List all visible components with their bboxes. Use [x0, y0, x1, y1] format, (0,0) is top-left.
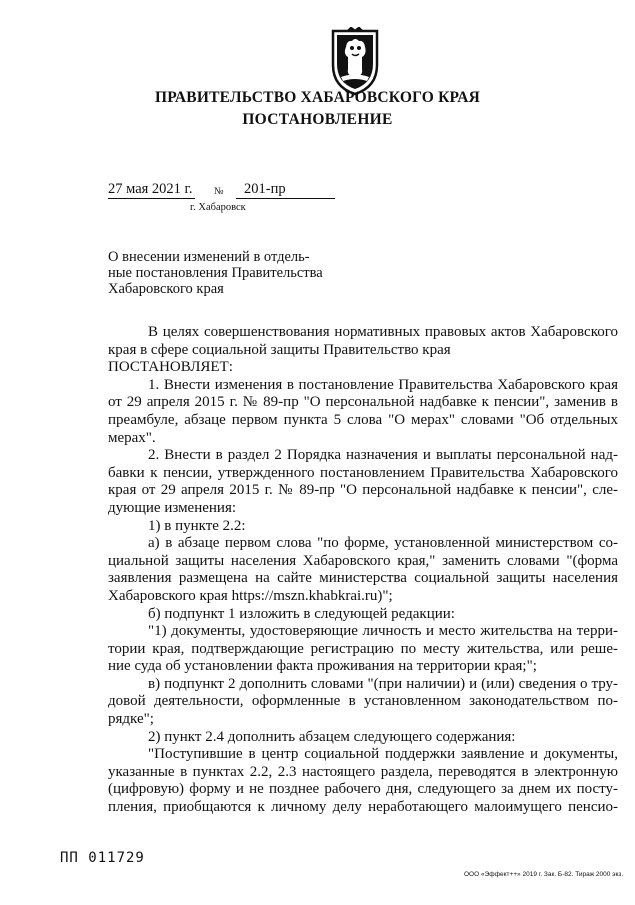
- body-line: ние суда об установлении факта проживания на территории края;";: [108, 658, 537, 675]
- serial-number: ПП 011729: [60, 850, 145, 866]
- document-body: [108, 324, 618, 817]
- body-line: бавки к пенсии, утвержденного постановлением Правительства Хабаровского: [108, 464, 618, 481]
- number-sign: №: [214, 186, 224, 197]
- body-line: заявления размещена на сайте министерства социальной защиты населения: [108, 570, 618, 587]
- organization-title: ПРАВИТЕЛЬСТВО ХАБАРОВСКОГО КРАЯ: [154, 89, 481, 106]
- body-line: а) в абзаце первом слова "по форме, установленной министерством со-: [148, 535, 618, 552]
- subject-line: ные постановления Правительства: [108, 265, 323, 281]
- body-line: рядке";: [108, 711, 154, 728]
- body-line: дующие изменения:: [108, 499, 237, 516]
- document-type: ПОСТАНОВЛЕНИЕ: [242, 111, 393, 128]
- body-line: В целях совершенствования нормативных правовых актов Хабаровского: [148, 324, 618, 340]
- document-city: г. Хабаровск: [190, 202, 246, 213]
- subject-line: Хабаровского края: [108, 281, 224, 297]
- body-line: 2) пункт 2.4 дополнить абзацем следующего содержания:: [148, 728, 516, 745]
- body-line: (цифровую) форму и не позднее рабочего дня, следующего за днем их посту-: [108, 781, 618, 798]
- body-line: края в сфере социальной защиты Правительство края: [108, 341, 451, 358]
- subject-line: О внесении изменений в отдель-: [108, 249, 310, 265]
- document-number: [236, 181, 335, 199]
- body-line: довой деятельности, оформленные в установленном законодательством по-: [108, 693, 618, 710]
- body-line: края от 29 апреля 2015 г. № 89-пр "О персональной надбавке к пенсии", сле-: [108, 482, 618, 499]
- body-line: "Поступившие в центр социальной поддержки заявление и документы,: [148, 746, 618, 763]
- body-line: Хабаровского края https://mszn.khabkrai.ru)";: [108, 587, 393, 604]
- body-line: тории края, подтверждающие регистрацию по месту жительства, или реше-: [108, 640, 618, 657]
- document-number-value: 201-пр: [244, 181, 286, 197]
- document-subject: [108, 249, 348, 297]
- printer-note: ООО «Эффект++» 2019 г. Зак. Б-82. Тираж 2000 экз.: [464, 871, 624, 878]
- body-line: пления, приобщаются к личному делу неработающего малоимущего пенсио-: [108, 799, 618, 816]
- body-line: указанные в пунктах 2.2, 2.3 настоящего раздела, переводятся в электронную: [108, 763, 618, 780]
- body-line: в) подпункт 2 дополнить словами "(при наличии) и (или) сведения о тру-: [148, 675, 618, 692]
- body-line: мерах".: [108, 429, 156, 446]
- body-line: преамбуле, абзаце первом пункта 5 слова "О мерах" словами "Об отдельных: [108, 411, 618, 428]
- body-line: 1. Внести изменения в постановление Правительства Хабаровского края: [148, 376, 618, 393]
- body-line: б) подпункт 1 изложить в следующей редакции:: [148, 605, 455, 622]
- body-line: от 29 апреля 2015 г. № 89-пр "О персональной надбавке к пенсии", заменив в: [108, 394, 618, 411]
- body-line: "1) документы, удостоверяющие личность и место жительства на терри-: [148, 623, 618, 640]
- khabarovsk-coat-of-arms-icon: [325, 27, 385, 97]
- body-line: 2. Внести в раздел 2 Порядка назначения и выплаты персональной над-: [148, 447, 618, 464]
- document-date: 27 мая 2021 г.: [108, 181, 195, 199]
- body-line: циальной защиты населения Хабаровского края," заменить словами "(форма: [108, 552, 618, 569]
- body-line: 1) в пункте 2.2:: [148, 517, 246, 534]
- body-line: ПОСТАНОВЛЯЕТ:: [108, 359, 233, 376]
